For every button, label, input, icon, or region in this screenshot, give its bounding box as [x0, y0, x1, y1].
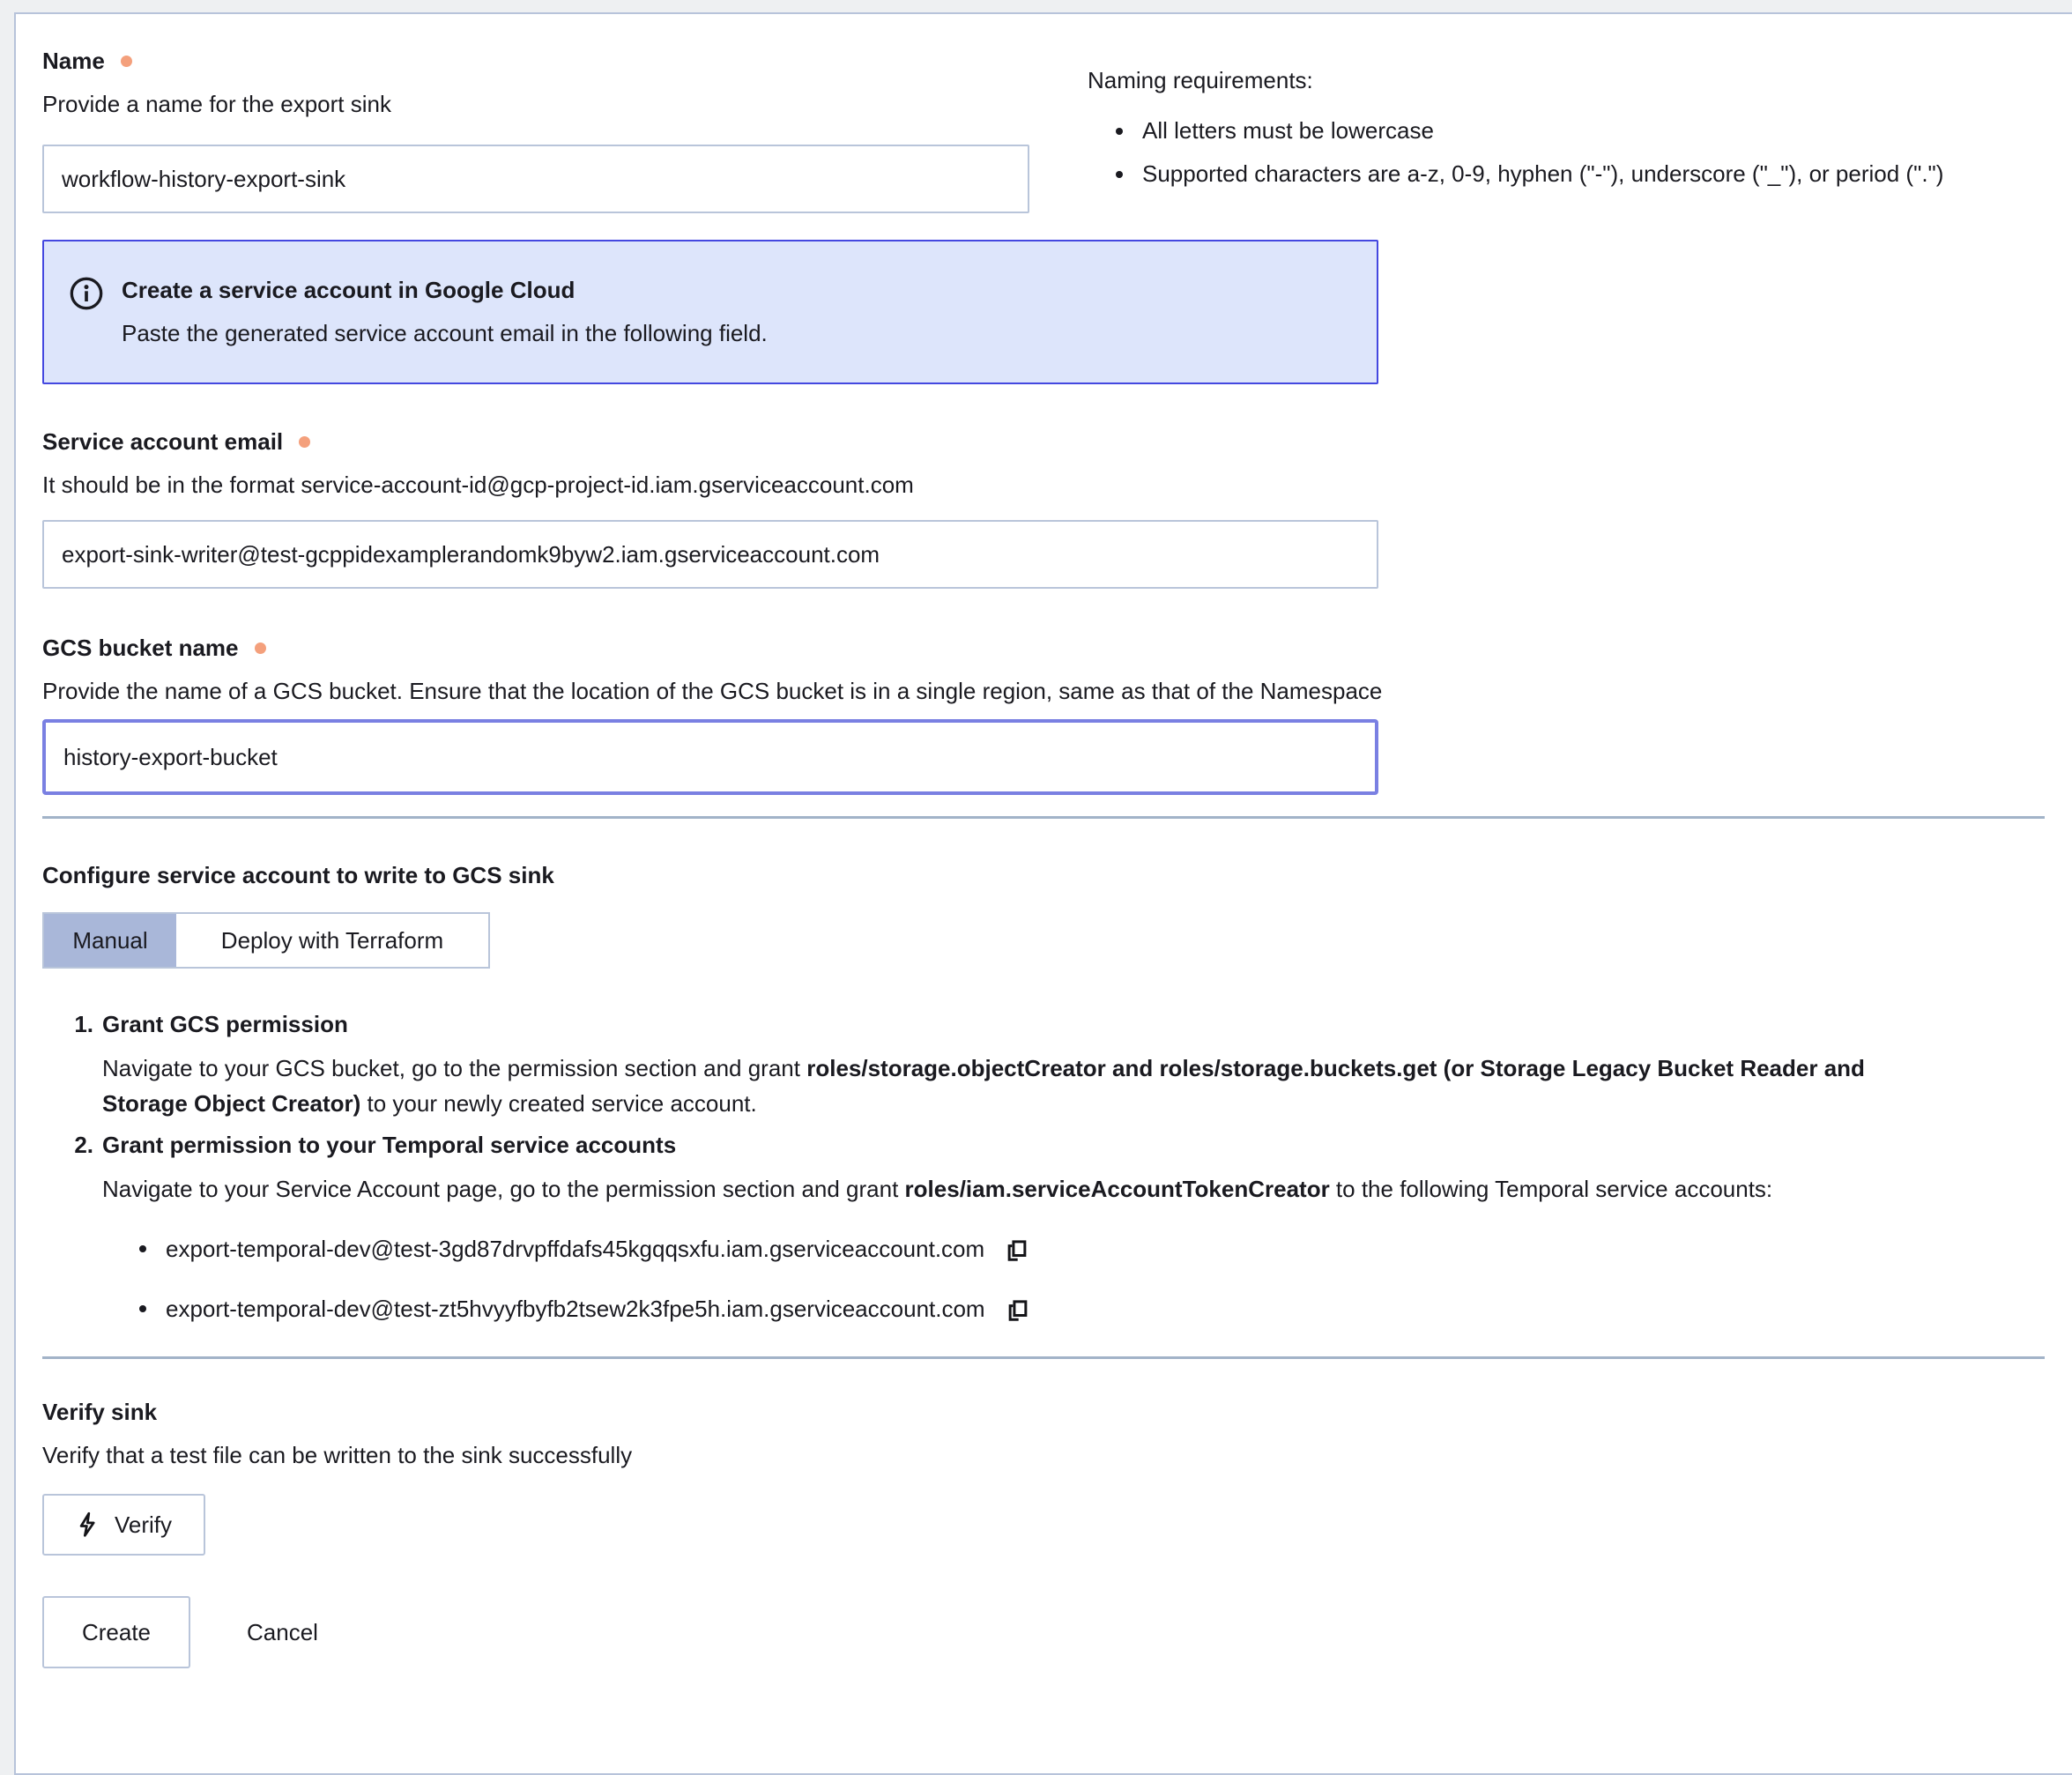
step-1-body-prefix: Navigate to your GCS bucket, go to the permission section and grant	[102, 1055, 807, 1081]
service-account-email-label: Service account email	[42, 428, 284, 455]
list-item	[42, 1231, 2045, 1266]
step-1-body-bold: Storage Object Creator)	[102, 1090, 361, 1117]
tab-deploy-label: Deploy with Terraform	[220, 926, 444, 954]
gcs-bucket-label-row	[42, 631, 2045, 665]
required-indicator	[121, 56, 132, 67]
tab-deploy-with-terraform[interactable]	[176, 914, 488, 967]
temporal-service-account-list	[42, 1231, 2045, 1326]
step-2-body-bold: roles/iam.serviceAccountTokenCreator	[904, 1176, 1330, 1202]
info-icon	[69, 276, 104, 317]
step-1-body-bold: roles/storage.objectCreator and roles/storage.buckets.get (or Storage Legacy Bucket Reader and	[806, 1055, 1865, 1081]
step-2-body	[102, 1171, 2054, 1207]
bullet-icon	[139, 1305, 146, 1312]
name-field-label: Name	[42, 48, 105, 74]
list-item	[42, 1291, 2045, 1326]
temporal-service-account-email: export-temporal-dev@test-zt5hvyyfbyfb2tsew2k3fpe5h.iam.gserviceaccount.com	[166, 1296, 985, 1322]
step-1-body	[102, 1051, 2054, 1121]
naming-requirement-item	[1088, 157, 2072, 191]
section-divider	[42, 1356, 2045, 1359]
copy-button[interactable]	[1005, 1294, 1031, 1324]
gcs-bucket-description: Provide the name of a GCS bucket. Ensure that the location of the GCS bucket is in a single region, same as that of the Namespace	[42, 678, 1383, 704]
gcs-bucket-label: GCS bucket name	[42, 635, 239, 661]
bullet-icon	[1116, 171, 1123, 178]
temporal-service-account-email: export-temporal-dev@test-3gd87drvpffdafs45kgqqsxfu.iam.gserviceaccount.com	[166, 1236, 985, 1262]
gcs-bucket-input[interactable]	[42, 719, 1378, 795]
form-actions	[42, 1596, 2045, 1668]
copy-button[interactable]	[1004, 1234, 1030, 1264]
bullet-icon	[139, 1245, 146, 1252]
info-banner	[42, 240, 1378, 384]
verify-button[interactable]	[42, 1494, 205, 1556]
naming-requirements	[1088, 63, 2072, 191]
configure-tab-group	[42, 912, 490, 969]
step-1-number: 1.	[74, 1011, 93, 1037]
naming-requirements-title: Naming requirements:	[1088, 67, 1313, 93]
tab-manual[interactable]	[44, 914, 176, 967]
info-banner-title: Create a service account in Google Cloud	[122, 277, 576, 303]
configure-section-title: Configure service account to write to GCS sink	[42, 862, 554, 888]
step-1-body-suffix: to your newly created service account.	[360, 1090, 757, 1117]
step-2-number: 2.	[74, 1132, 93, 1158]
step-2-title-row	[42, 1128, 2045, 1162]
export-sink-form-panel	[14, 12, 2072, 1775]
bolt-icon	[76, 1511, 99, 1538]
naming-requirement-item	[1088, 114, 2072, 148]
required-indicator	[255, 642, 266, 654]
info-banner-body: Paste the generated service account email in the following field.	[122, 320, 768, 346]
create-button[interactable]: Create	[42, 1596, 190, 1668]
bullet-icon	[1116, 128, 1123, 135]
verify-section-title: Verify sink	[42, 1399, 158, 1425]
step-1-title: Grant GCS permission	[102, 1011, 348, 1037]
step-2-title: Grant permission to your Temporal service accounts	[102, 1132, 677, 1158]
required-indicator	[299, 436, 310, 448]
tab-manual-label: Manual	[72, 926, 148, 954]
step-2-body-suffix: to the following Temporal service accounts:	[1329, 1176, 1773, 1202]
naming-requirement-text: Supported characters are a-z, 0-9, hyphen ("-"), underscore ("_"), or period (".")	[1142, 160, 1944, 187]
name-field-description: Provide a name for the export sink	[42, 91, 391, 117]
naming-requirement-text: All letters must be lowercase	[1142, 117, 1434, 144]
service-account-email-input[interactable]	[42, 520, 1378, 589]
verify-button-label: Verify	[115, 1511, 173, 1538]
step-1-title-row	[42, 1007, 2045, 1042]
name-input[interactable]	[42, 145, 1029, 213]
service-account-email-label-row	[42, 425, 2045, 459]
service-account-email-description: It should be in the format service-account-id@gcp-project-id.iam.gserviceaccount.com	[42, 472, 914, 498]
cancel-button[interactable]: Cancel	[247, 1618, 318, 1645]
section-divider	[42, 816, 2045, 819]
step-2-body-prefix: Navigate to your Service Account page, go to the permission section and grant	[102, 1176, 905, 1202]
verify-section-description: Verify that a test file can be written to the sink successfully	[42, 1442, 633, 1468]
